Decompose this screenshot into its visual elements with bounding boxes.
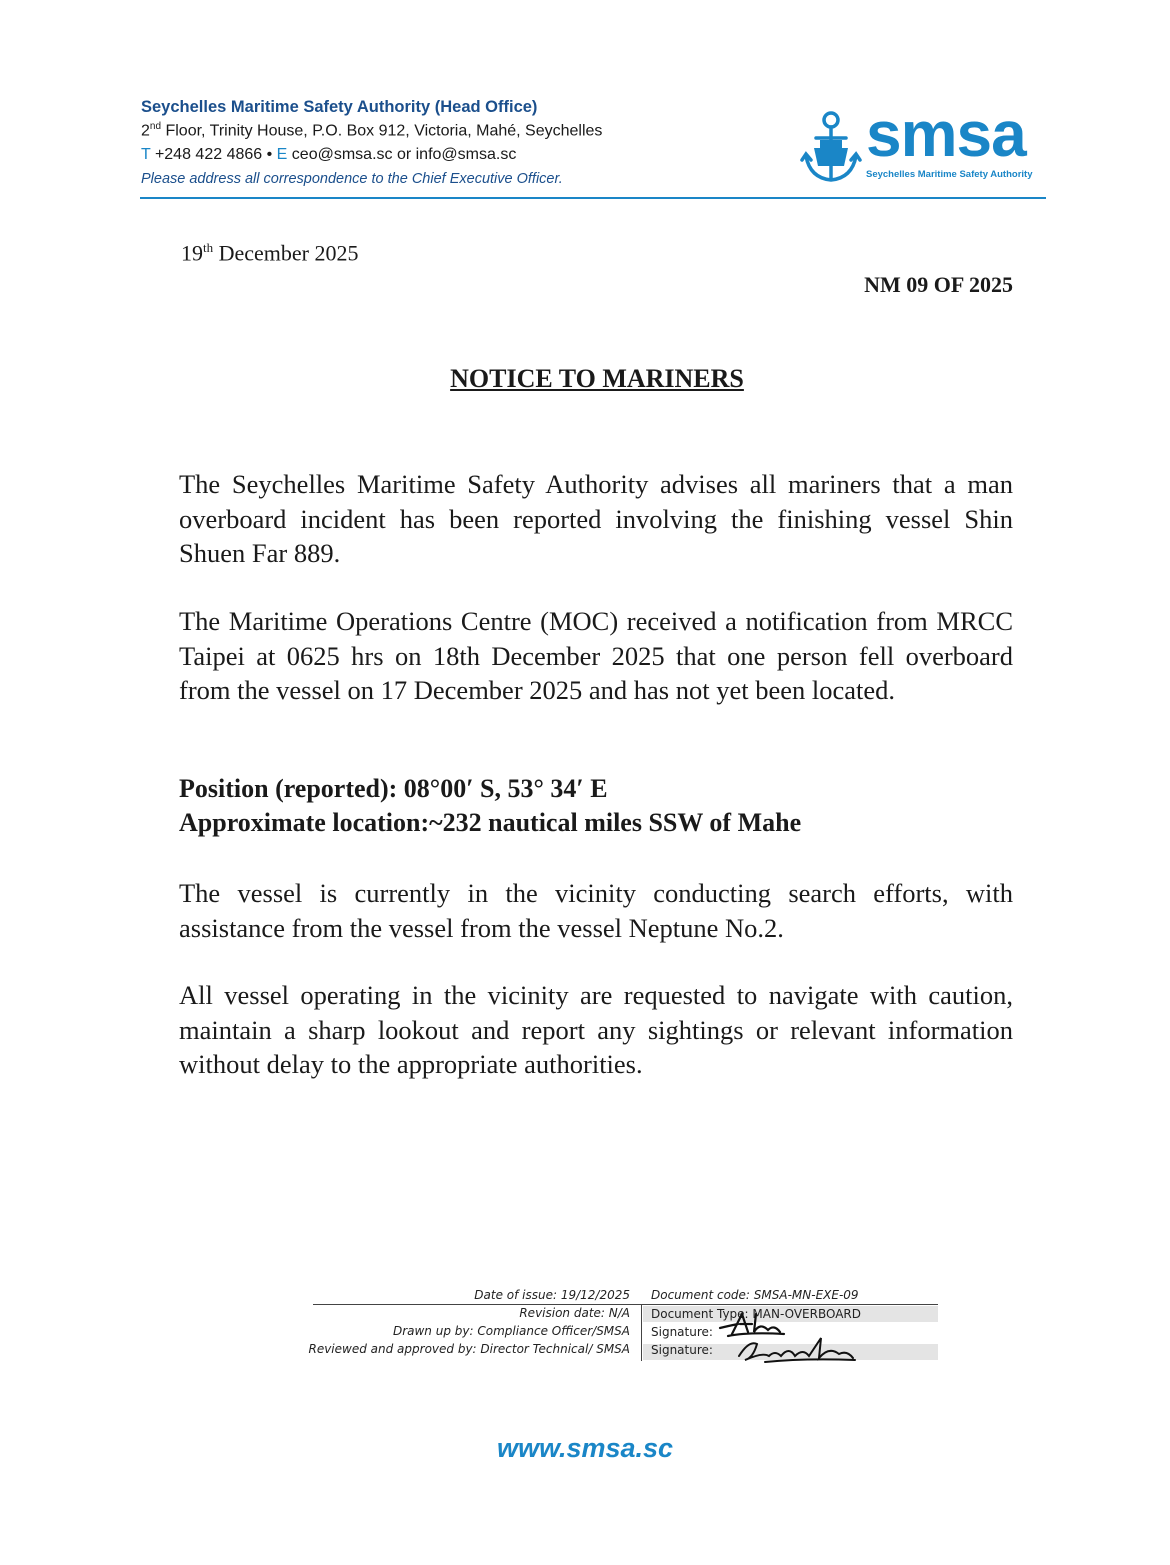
- floor-ordinal: nd: [149, 121, 162, 132]
- revision-date: Revision date: N/A: [519, 1306, 630, 1320]
- contact-line: [141, 146, 516, 164]
- correspondence-note: Please address all correspondence to the Chief Executive Officer.: [141, 171, 563, 187]
- drawn-up-by: Drawn up by: Compliance Officer/SMSA: [392, 1324, 630, 1338]
- organization-name: Seychelles Maritime Safety Authority (Head Office): [141, 98, 538, 116]
- signature-label-drawn: Signature:: [651, 1325, 713, 1339]
- letterhead-divider: [140, 197, 1046, 199]
- page-title: NOTICE TO MARINERS: [450, 364, 744, 393]
- control-divider: [313, 1304, 938, 1305]
- bullet-separator: •: [266, 146, 273, 163]
- floor-number: 2: [141, 122, 150, 140]
- paragraph-notification: The Maritime Operations Centre (MOC) received a notification from MRCC Taipei at 0625 hrs on 18th December 2025 that one person fell overboard from the vessel on 17 December 2025 and has not yet been located.: [179, 606, 1013, 705]
- anchor-logo-icon: [800, 108, 862, 188]
- paragraph-advisory: The Seychelles Maritime Safety Authority advises all mariners that a man overboard incident has been reported involving the finishing vessel Shin Shuen Far 889.: [179, 469, 1013, 568]
- signature-approved: [735, 1334, 860, 1364]
- reported-position: Position (reported): 08°00′ S, 53° 34′ E: [179, 774, 608, 803]
- document-type: Document Type: MAN-OVERBOARD: [651, 1307, 862, 1321]
- paragraph-search: The vessel is currently in the vicinity conducting search efforts, with assistance from the vessel from the vessel Neptune No.2.: [179, 878, 1013, 943]
- footer-website-link[interactable]: www.smsa.sc: [496, 1433, 674, 1463]
- document-code: Document code: SMSA-MN-EXE-09: [651, 1288, 859, 1302]
- phone-number: +248 422 4866: [154, 146, 263, 163]
- notice-date: [181, 240, 359, 266]
- date-of-issue: Date of issue: 19/12/2025: [474, 1288, 630, 1302]
- date-day: 19: [181, 240, 203, 266]
- approximate-location: Approximate location:~232 nautical miles SSW of Mahe: [179, 808, 802, 837]
- logo-subtitle: Seychelles Maritime Safety Authority: [866, 169, 1033, 180]
- notice-reference: NM 09 OF 2025: [864, 272, 1013, 297]
- paragraph-caution: All vessel operating in the vicinity are requested to navigate with caution, maintain a sharp lookout and report any sightings or relevant information without delay to the appropriate authorities.: [179, 980, 1013, 1079]
- email-label: E: [276, 146, 288, 163]
- address-rest: Floor, Trinity House, P.O. Box 912, Victoria, Mahé, Seychelles: [161, 122, 603, 140]
- address-line: [141, 121, 602, 140]
- control-vertical-divider: [641, 1305, 642, 1361]
- logo-wordmark: smsa: [866, 98, 1026, 170]
- signature-label-approved: Signature:: [651, 1343, 713, 1357]
- email-addresses: ceo@smsa.sc or info@smsa.sc: [291, 146, 517, 163]
- reviewed-by: Reviewed and approved by: Director Technical/ SMSA: [308, 1342, 630, 1356]
- date-ordinal: th: [203, 240, 214, 255]
- phone-label: T: [141, 146, 151, 163]
- date-rest: December 2025: [213, 240, 359, 266]
